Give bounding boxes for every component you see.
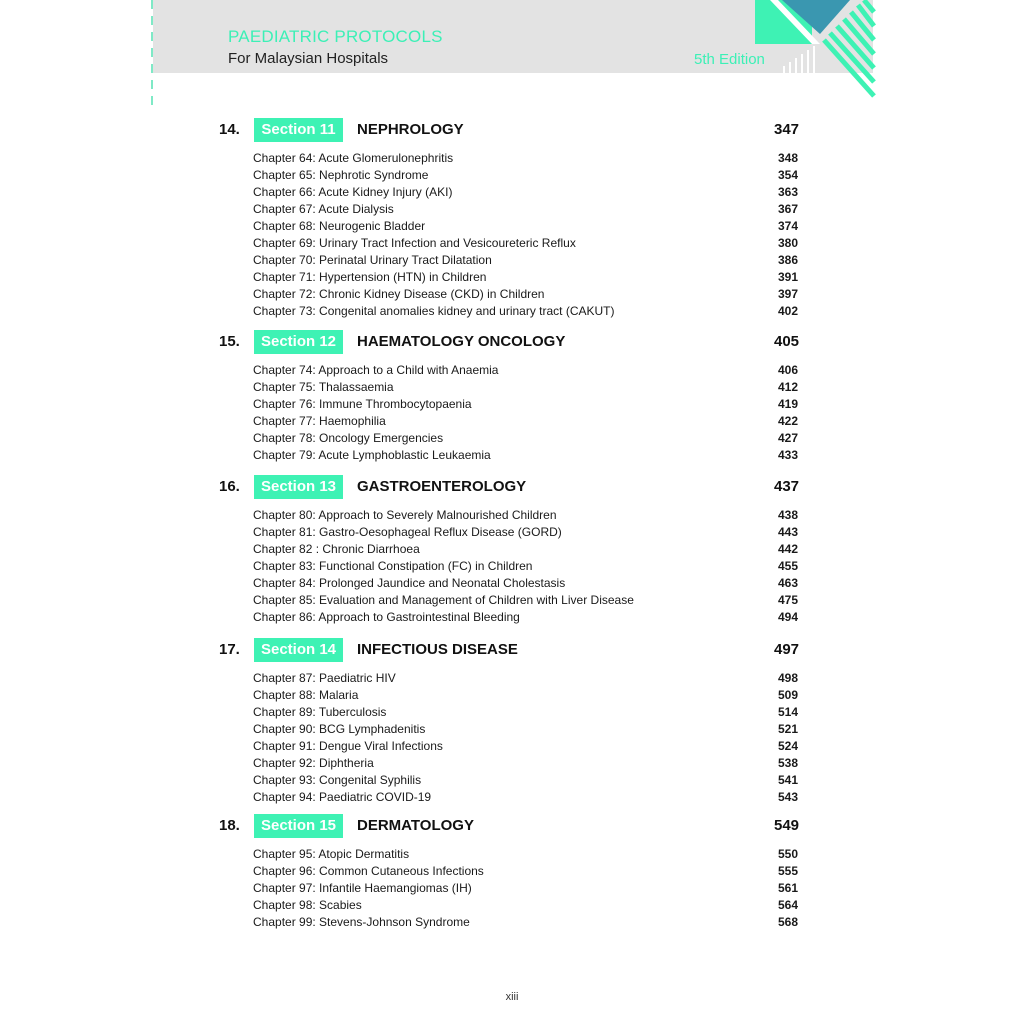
- chapter-title: Chapter 92: Diphtheria: [253, 756, 374, 770]
- chapter-list: [0, 670, 1024, 806]
- chapter-title: Chapter 91: Dengue Viral Infections: [253, 739, 443, 753]
- chapter-title: Chapter 82 : Chronic Diarrhoea: [253, 542, 420, 556]
- section-title: NEPHROLOGY: [357, 121, 464, 138]
- chapter-title: Chapter 79: Acute Lymphoblastic Leukaemia: [253, 448, 491, 462]
- chapter-title: Chapter 94: Paediatric COVID-19: [253, 790, 432, 804]
- chapter-title: Chapter 90: BCG Lymphadenitis: [253, 722, 426, 736]
- section-page: 437: [774, 478, 800, 495]
- chapter-entry[interactable]: [0, 235, 1024, 252]
- chapter-page: 438: [778, 508, 799, 522]
- chapter-entry[interactable]: [0, 541, 1024, 558]
- chapter-entry[interactable]: [0, 303, 1024, 320]
- chapter-page: 509: [778, 688, 799, 702]
- chapter-title: Chapter 64: Acute Glomerulonephritis: [253, 151, 454, 165]
- chapter-entry[interactable]: [0, 447, 1024, 464]
- section-badge: Section 12: [254, 330, 343, 354]
- chapter-page: 561: [778, 881, 799, 895]
- chapter-entry[interactable]: [0, 721, 1024, 738]
- chapter-entry[interactable]: [0, 379, 1024, 396]
- chapter-title: Chapter 98: Scabies: [253, 898, 362, 912]
- chapter-entry[interactable]: [0, 575, 1024, 592]
- section-heading[interactable]: [0, 814, 1024, 840]
- chapter-title: Chapter 73: Congenital anomalies kidney and urinary tract (CAKUT): [253, 304, 615, 318]
- section-page: 497: [774, 641, 800, 658]
- chapter-page: 524: [778, 739, 799, 753]
- chapter-entry[interactable]: [0, 286, 1024, 303]
- chapter-page: 412: [778, 380, 799, 394]
- section-title: INFECTIOUS DISEASE: [357, 641, 518, 658]
- chapter-entry[interactable]: [0, 846, 1024, 863]
- chapter-entry[interactable]: [0, 524, 1024, 541]
- chapter-entry[interactable]: [0, 609, 1024, 626]
- chapter-page: 555: [778, 864, 799, 878]
- chapter-page: 550: [778, 847, 799, 861]
- section-number: 14.: [219, 121, 240, 138]
- chapter-page: 427: [778, 431, 799, 445]
- chapter-title: Chapter 86: Approach to Gastrointestinal Bleeding: [253, 610, 520, 624]
- section-heading[interactable]: [0, 330, 1024, 356]
- chapter-page: 475: [778, 593, 799, 607]
- section-title: GASTROENTEROLOGY: [357, 478, 527, 495]
- section-badge: Section 13: [254, 475, 343, 499]
- chapter-entry[interactable]: [0, 201, 1024, 218]
- chapter-title: Chapter 66: Acute Kidney Injury (AKI): [253, 185, 453, 199]
- chapter-title: Chapter 81: Gastro-Oesophageal Reflux Disease (GORD): [253, 525, 562, 539]
- chapter-title: Chapter 69: Urinary Tract Infection and Vesicoureteric Reflux: [253, 236, 576, 250]
- section-page: 405: [774, 333, 800, 350]
- chapter-page: 494: [778, 610, 799, 624]
- chapter-page: 463: [778, 576, 799, 590]
- chapter-page: 380: [778, 236, 799, 250]
- chapter-entry[interactable]: [0, 184, 1024, 201]
- chapter-page: 541: [778, 773, 799, 787]
- chapter-entry[interactable]: [0, 897, 1024, 914]
- chapter-entry[interactable]: [0, 167, 1024, 184]
- chapter-entry[interactable]: [0, 914, 1024, 931]
- chapter-entry[interactable]: [0, 362, 1024, 379]
- chapter-title: Chapter 74: Approach to a Child with Anaemia: [253, 363, 499, 377]
- chapter-page: 443: [778, 525, 799, 539]
- chapter-entry[interactable]: [0, 789, 1024, 806]
- chapter-page: 397: [778, 287, 799, 301]
- chapter-page: 543: [778, 790, 799, 804]
- toc-section: [0, 330, 1024, 464]
- chapter-page: 455: [778, 559, 799, 573]
- chapter-title: Chapter 67: Acute Dialysis: [253, 202, 394, 216]
- section-number: 17.: [219, 641, 240, 658]
- chapter-page: 367: [778, 202, 799, 216]
- chapter-title: Chapter 97: Infantile Haemangiomas (IH): [253, 881, 472, 895]
- chapter-entry[interactable]: [0, 863, 1024, 880]
- chapter-entry[interactable]: [0, 396, 1024, 413]
- section-number: 15.: [219, 333, 240, 350]
- chapter-list: [0, 150, 1024, 320]
- chapter-entry[interactable]: [0, 880, 1024, 897]
- chapter-entry[interactable]: [0, 755, 1024, 772]
- chapter-page: 568: [778, 915, 799, 929]
- chapter-page: 391: [778, 270, 799, 284]
- chapter-title: Chapter 88: Malaria: [253, 688, 359, 702]
- section-page: 549: [774, 817, 800, 834]
- section-heading[interactable]: [0, 638, 1024, 664]
- chapter-entry[interactable]: [0, 430, 1024, 447]
- chapter-page: 419: [778, 397, 799, 411]
- chapter-entry[interactable]: [0, 687, 1024, 704]
- chapter-page: 521: [778, 722, 799, 736]
- chapter-page: 363: [778, 185, 799, 199]
- chapter-page: 386: [778, 253, 799, 267]
- chapter-page: 406: [778, 363, 799, 377]
- chapter-title: Chapter 84: Prolonged Jaundice and Neonatal Cholestasis: [253, 576, 566, 590]
- chapter-page: 514: [778, 705, 799, 719]
- section-number: 16.: [219, 478, 240, 495]
- chapter-entry[interactable]: [0, 413, 1024, 430]
- chapter-entry[interactable]: [0, 252, 1024, 269]
- chapter-title: Chapter 87: Paediatric HIV: [253, 671, 396, 685]
- chapter-title: Chapter 72: Chronic Kidney Disease (CKD) in Children: [253, 287, 545, 301]
- chapter-title: Chapter 77: Haemophilia: [253, 414, 386, 428]
- chapter-page: 348: [778, 151, 799, 165]
- chapter-entry[interactable]: [0, 772, 1024, 789]
- chapter-title: Chapter 89: Tuberculosis: [253, 705, 387, 719]
- section-badge: Section 15: [254, 814, 343, 838]
- chapter-title: Chapter 85: Evaluation and Management of Children with Liver Disease: [253, 593, 634, 607]
- chapter-title: Chapter 83: Functional Constipation (FC) in Children: [253, 559, 533, 573]
- chapter-page: 433: [778, 448, 799, 462]
- chapter-entry[interactable]: [0, 269, 1024, 286]
- toc-section: [0, 118, 1024, 320]
- section-title: HAEMATOLOGY ONCOLOGY: [357, 333, 566, 350]
- chapter-title: Chapter 65: Nephrotic Syndrome: [253, 168, 429, 182]
- chapter-page: 498: [778, 671, 799, 685]
- chapter-page: 442: [778, 542, 799, 556]
- chapter-page: 422: [778, 414, 799, 428]
- section-heading[interactable]: [0, 475, 1024, 501]
- book-subtitle: For Malaysian Hospitals: [228, 50, 389, 67]
- chapter-title: Chapter 76: Immune Thrombocytopaenia: [253, 397, 472, 411]
- chapter-page: 402: [778, 304, 799, 318]
- section-title: DERMATOLOGY: [357, 817, 474, 834]
- chapter-page: 354: [778, 168, 799, 182]
- chapter-list: [0, 362, 1024, 464]
- section-number: 18.: [219, 817, 240, 834]
- chapter-entry[interactable]: [0, 558, 1024, 575]
- chapter-title: Chapter 71: Hypertension (HTN) in Children: [253, 270, 487, 284]
- section-page: 347: [774, 121, 800, 138]
- decorative-geometric-icon: [750, 0, 880, 100]
- chapter-title: Chapter 95: Atopic Dermatitis: [253, 847, 410, 861]
- chapter-entry[interactable]: [0, 592, 1024, 609]
- chapter-entry[interactable]: [0, 507, 1024, 524]
- section-badge: Section 11: [254, 118, 343, 142]
- toc-section: [0, 814, 1024, 931]
- section-heading[interactable]: [0, 118, 1024, 144]
- chapter-entry[interactable]: [0, 150, 1024, 167]
- toc-section: [0, 475, 1024, 626]
- page-number: xiii: [505, 991, 519, 1003]
- chapter-entry[interactable]: [0, 218, 1024, 235]
- chapter-title: Chapter 99: Stevens-Johnson Syndrome: [253, 915, 470, 929]
- chapter-page: 564: [778, 898, 799, 912]
- chapter-page: 374: [778, 219, 799, 233]
- chapter-entry[interactable]: [0, 704, 1024, 721]
- book-title: PAEDIATRIC PROTOCOLS: [228, 27, 443, 46]
- edition-label: 5th Edition: [694, 51, 765, 68]
- chapter-title: Chapter 68: Neurogenic Bladder: [253, 219, 426, 233]
- chapter-list: [0, 846, 1024, 931]
- chapter-entry[interactable]: [0, 738, 1024, 755]
- toc-section: [0, 638, 1024, 806]
- chapter-title: Chapter 70: Perinatal Urinary Tract Dilatation: [253, 253, 492, 267]
- chapter-title: Chapter 78: Oncology Emergencies: [253, 431, 444, 445]
- chapter-entry[interactable]: [0, 670, 1024, 687]
- chapter-title: Chapter 75: Thalassaemia: [253, 380, 394, 394]
- chapter-page: 538: [778, 756, 799, 770]
- chapter-title: Chapter 80: Approach to Severely Malnourished Children: [253, 508, 557, 522]
- section-badge: Section 14: [254, 638, 343, 662]
- chapter-list: [0, 507, 1024, 626]
- chapter-title: Chapter 93: Congenital Syphilis: [253, 773, 422, 787]
- chapter-title: Chapter 96: Common Cutaneous Infections: [253, 864, 484, 878]
